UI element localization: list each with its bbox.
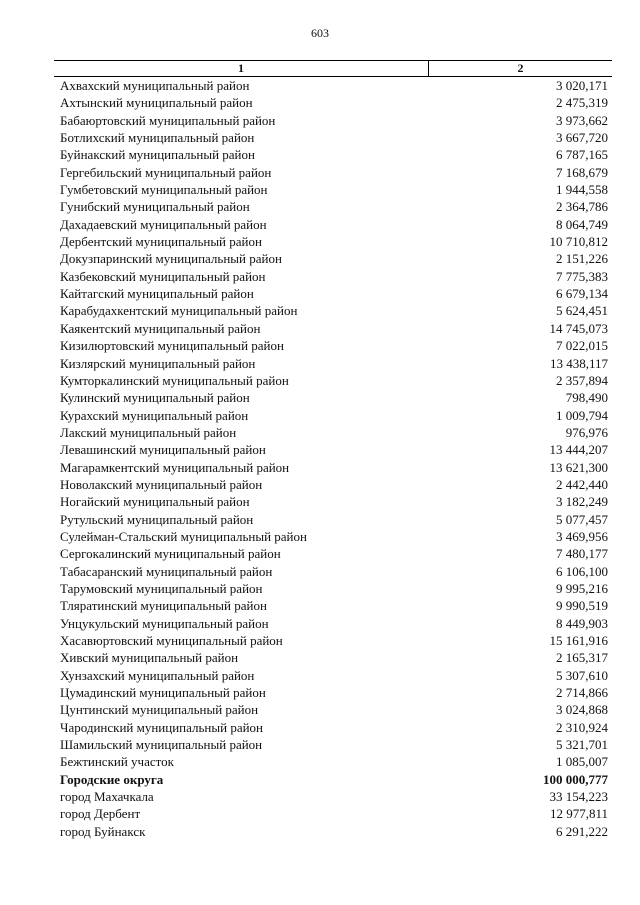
row-name: Гергебильский муниципальный район: [60, 164, 272, 180]
row-name: Новолакский муниципальный район: [60, 476, 263, 492]
row-name: Бабаюртовский муниципальный район: [60, 112, 276, 128]
row-value: 2 151,226: [556, 251, 608, 267]
row-value: 7 480,177: [556, 546, 608, 562]
row-name: Рутульский муниципальный район: [60, 511, 254, 527]
table-row: [54, 615, 612, 632]
row-name: Ногайский муниципальный район: [60, 494, 250, 510]
row-value: 7 168,679: [556, 164, 608, 180]
row-name: Левашинский муниципальный район: [60, 442, 266, 458]
row-name: Табасаранский муниципальный район: [60, 563, 273, 579]
row-value: 2 165,317: [556, 650, 608, 666]
row-value: 798,490: [565, 390, 608, 406]
row-name: Городские округа: [60, 771, 164, 787]
row-name: Сергокалинский муниципальный район: [60, 546, 281, 562]
row-value: 3 182,249: [556, 494, 608, 510]
table-row: [54, 337, 612, 354]
row-name: Дахадаевский муниципальный район: [60, 216, 267, 232]
table-row: [54, 632, 612, 649]
table-row: [54, 528, 612, 545]
table-row: [54, 424, 612, 441]
row-value: 3 024,868: [556, 702, 608, 718]
table-row: [54, 667, 612, 684]
table-row: [54, 771, 612, 788]
table-row: [54, 823, 612, 840]
row-name: Кумторкалинский муниципальный район: [60, 372, 289, 388]
table-row: [54, 597, 612, 614]
column-header-2: 2: [429, 61, 613, 77]
table-row: [54, 285, 612, 302]
row-name: Кайтагский муниципальный район: [60, 286, 254, 302]
row-value: 3 973,662: [556, 112, 608, 128]
row-value: 13 438,117: [549, 355, 608, 371]
table-row: [54, 788, 612, 805]
row-value: 8 064,749: [556, 216, 608, 232]
row-value: 100 000,777: [543, 771, 608, 787]
table-row: [54, 389, 612, 406]
table-row: [54, 181, 612, 198]
table-row: [54, 250, 612, 267]
row-name: Магарамкентский муниципальный район: [60, 459, 290, 475]
row-name: город Махачкала: [60, 789, 154, 805]
table-row: [54, 216, 612, 233]
row-name: Гунибский муниципальный район: [60, 199, 250, 215]
row-value: 7 022,015: [556, 338, 608, 354]
table-row: [54, 719, 612, 736]
row-value: 2 310,924: [556, 719, 608, 735]
row-name: Хивский муниципальный район: [60, 650, 239, 666]
table-row: [54, 511, 612, 528]
row-name: Дербентский муниципальный район: [60, 234, 262, 250]
table-row: [54, 112, 612, 129]
row-name: Хасавюртовский муниципальный район: [60, 633, 283, 648]
table-row: [54, 302, 612, 319]
table-row: [54, 164, 612, 181]
row-value: 2 475,319: [556, 95, 608, 111]
row-name: Унцукульский муниципальный район: [60, 615, 269, 631]
row-value: 6 106,100: [556, 563, 608, 579]
row-value: 3 667,720: [556, 130, 608, 146]
column-header-1: 1: [54, 61, 429, 77]
table-body: [54, 77, 612, 841]
table-header-row: [54, 61, 612, 77]
table-row: [54, 441, 612, 458]
table-row: [54, 805, 612, 822]
row-value: 3 469,956: [556, 528, 608, 544]
table-row: [54, 268, 612, 285]
row-value: 33 154,223: [549, 789, 608, 805]
table-row: [54, 476, 612, 493]
row-value: 2 364,786: [556, 199, 608, 215]
table-row: [54, 129, 612, 146]
row-name: Казбековский муниципальный район: [60, 268, 266, 284]
row-value: 5 624,451: [556, 303, 608, 319]
row-value: 13 621,300: [549, 459, 608, 475]
row-name: город Буйнакск: [60, 823, 146, 839]
table-row: [54, 146, 612, 163]
table-row: [54, 736, 612, 753]
row-name: Чародинский муниципальный район: [60, 719, 264, 735]
row-name: Ботлихский муниципальный район: [60, 130, 255, 146]
row-value: 7 775,383: [556, 268, 608, 284]
table-row: [54, 649, 612, 666]
table-row: [54, 580, 612, 597]
table-row: [54, 753, 612, 770]
row-name: Кулинский муниципальный район: [60, 390, 250, 406]
row-value: 10 710,812: [549, 234, 608, 250]
row-value: 1 085,007: [556, 754, 608, 770]
table-row: [54, 563, 612, 580]
row-name: Хунзахский муниципальный район: [60, 667, 255, 683]
table-row: [54, 198, 612, 215]
table-row: [54, 372, 612, 389]
row-value: 5 307,610: [556, 667, 608, 683]
row-name: Сулейман-Стальский муниципальный район: [60, 528, 307, 544]
row-value: 6 679,134: [556, 286, 608, 302]
row-name: Бежтинский участок: [60, 754, 174, 770]
row-value: 5 077,457: [556, 511, 608, 527]
row-name: Карабудахкентский муниципальный район: [60, 303, 298, 319]
row-name: Докузпаринский муниципальный район: [60, 251, 282, 267]
row-value: 14 745,073: [549, 320, 608, 336]
table-row: [54, 355, 612, 372]
table-row: [54, 94, 612, 111]
budget-table: [54, 60, 612, 840]
row-value: 1 944,558: [556, 182, 608, 198]
row-name: Гумбетовский муниципальный район: [60, 182, 268, 198]
table-row: [54, 684, 612, 701]
row-value: 9 995,216: [556, 580, 608, 596]
row-value: 8 449,903: [556, 615, 608, 631]
table-row: [54, 493, 612, 510]
table-row: [54, 459, 612, 476]
row-value: 976,976: [565, 424, 608, 440]
row-name: Кизлярский муниципальный район: [60, 355, 256, 371]
row-value: 3 020,171: [556, 78, 608, 93]
row-name: Ахвахский муниципальный район: [60, 78, 250, 93]
row-name: Цумадинский муниципальный район: [60, 685, 266, 701]
table-row: [54, 545, 612, 562]
row-value: 12 977,811: [549, 806, 608, 822]
table-row: [54, 77, 612, 95]
table-row: [54, 701, 612, 718]
row-name: Шамильский муниципальный район: [60, 737, 263, 753]
row-value: 6 787,165: [556, 147, 608, 163]
row-name: Цунтинский муниципальный район: [60, 702, 259, 718]
table-row: [54, 320, 612, 337]
row-name: Буйнакский муниципальный район: [60, 147, 255, 163]
row-name: Тляратинский муниципальный район: [60, 598, 267, 614]
row-name: город Дербент: [60, 806, 141, 822]
row-name: Лакский муниципальный район: [60, 424, 237, 440]
row-value: 15 161,916: [549, 633, 608, 648]
table-row: [54, 233, 612, 250]
row-name: Ахтынский муниципальный район: [60, 95, 253, 111]
row-value: 2 442,440: [556, 476, 608, 492]
row-name: Каякентский муниципальный район: [60, 320, 261, 336]
row-value: 9 990,519: [556, 598, 608, 614]
row-value: 5 321,701: [556, 737, 608, 753]
row-value: 2 714,866: [556, 685, 608, 701]
row-name: Курахский муниципальный район: [60, 407, 249, 423]
row-value: 1 009,794: [556, 407, 608, 423]
row-name: Тарумовский муниципальный район: [60, 580, 263, 596]
row-value: 13 444,207: [549, 442, 608, 458]
row-value: 2 357,894: [556, 372, 608, 388]
row-name: Кизилюртовский муниципальный район: [60, 338, 284, 354]
row-value: 6 291,222: [556, 823, 608, 839]
table-row: [54, 407, 612, 424]
page-number: 603: [311, 26, 329, 40]
